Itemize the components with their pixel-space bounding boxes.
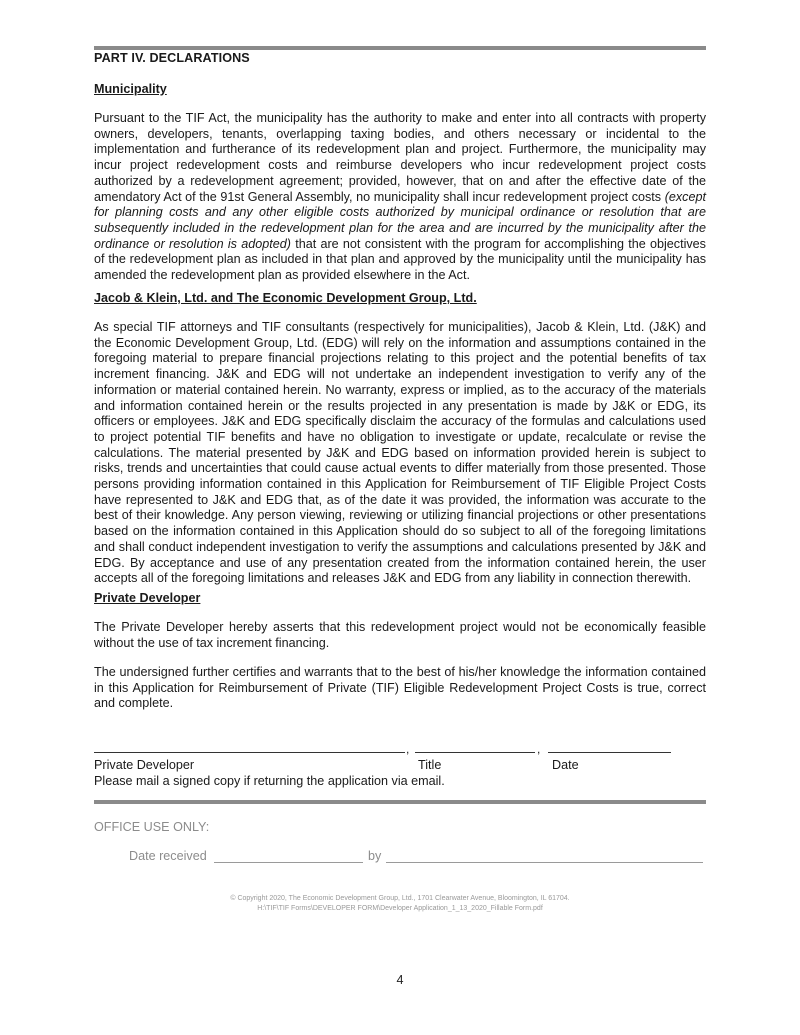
municipality-text-start: Pursuant to the TIF Act, the municipality has the authority to make and enter into all contracts with property owners, developers, tenants, overlapping taxing bodies, and others necessary or incidental to the implementation and furtherance of its redevelopment plan and project. Furthermore, the municipality may incur project redevelopment costs and reimburse developers who incur redevelopment project costs authorized by a redevelopment agreement; provided, however, that on and after the effective date of the amendatory Act of the 91st General Assembly, no municipality shall incur redevelopment project costs <box>94 111 706 204</box>
top-divider <box>94 46 706 50</box>
section-title-municipality: Municipality <box>94 82 167 96</box>
date-signature-field[interactable] <box>548 752 671 753</box>
private-developer-paragraph-1: The Private Developer hereby asserts that this redevelopment project would not be economically feasible without the use of tax increment financing. <box>94 620 706 650</box>
developer-signature-field[interactable] <box>94 752 405 753</box>
municipality-paragraph <box>94 111 706 284</box>
municipality-text-end: that are not consistent with the program for accomplishing the objectives of the redevelopment plan as included in that plan and approved by the municipality until the municipality has amended the redevelopment plan as provided elsewhere in the Act. <box>94 236 706 283</box>
signature-separator: , <box>406 742 410 756</box>
jk-edg-paragraph: As special TIF attorneys and TIF consultants (respectively for municipalities), Jacob & Klein, Ltd. (J&K) and the Economic Development Group, Ltd. (EDG) will rely on the information and assumptions contained in the foregoing material to prepare financial projections relating to this project and the potential benefits of tax increment financing. J&K and EDG will not undertake an independent investigation to verify any of the information or material contained herein. No warranty, express or implied, as to the accuracy of the materials and information contained herein or the results projected in any presentation is made by J&K or EDG, its officers or employees. J&K and EDG specifically disclaim the accuracy of the formulas and calculations used to project potential TIF benefits and have no obligation to investigate or update, recalculate or revise the calculations. The material presented by J&K and EDG based on information provided herein is subject to risks, trends and uncertainties that could cause actual events to differ materially from those presented. Those persons providing information contained in this Application for Reimbursement of TIF Eligible Project Costs have represented to J&K and EDG that, as of the date it was provided, the information was accurate to the best of their knowledge. Any person viewing, reviewing or utilizing financial projections or other presentations based on the information contained in this Application should do so subject to all of the foregoing limitations and shall conduct independent investigation to verify the assumptions and calculations presented by J&K and EDG. By acceptance and use of any presentation created from the information contained herein, the user accepts all of the foregoing limitations and releases J&K and EDG from any liability in connection therewith. <box>94 320 706 586</box>
copyright-notice: © Copyright 2020, The Economic Development Group, Ltd., 1701 Clearwater Avenue, Bloomington, IL 61704. <box>230 895 570 902</box>
footer <box>0 894 800 913</box>
private-developer-paragraph-2: The undersigned further certifies and warrants that to the best of his/her knowledge the information contained in this Application for Reimbursement of Private (TIF) Eligible Redevelopment Project Costs is true, correct and complete. <box>94 665 706 711</box>
mail-note: Please mail a signed copy if returning the application via email. <box>94 774 445 788</box>
file-path: H:\TIF\TIF Forms\DEVELOPER FORM\Developer Application_1_13_2020_Fillable Form.pdf <box>257 904 543 912</box>
signature-separator: , <box>537 742 541 756</box>
title-label: Title <box>418 758 442 772</box>
date-label: Date <box>552 758 579 772</box>
received-by-field[interactable] <box>386 862 703 863</box>
office-use-heading: OFFICE USE ONLY: <box>94 820 210 834</box>
office-divider <box>94 800 706 804</box>
page-number: 4 <box>396 973 404 987</box>
municipality-italic-clause: (except for planning costs and any other eligible costs authorized by municipal ordinance or resolution that are subsequently included in the redevelopment plan for the area and are incurred by the municipality after the ordinance or resolution is adopted) <box>94 189 706 251</box>
date-received-label: Date received <box>129 849 207 863</box>
section-title-jk-edg: Jacob & Klein, Ltd. and The Economic Development Group, Ltd. <box>94 291 477 305</box>
developer-label: Private Developer <box>94 758 195 772</box>
section-title-private-developer: Private Developer <box>94 591 201 605</box>
title-signature-field[interactable] <box>415 752 535 753</box>
date-received-field[interactable] <box>214 862 363 863</box>
received-by-label: by <box>368 849 382 863</box>
part-heading: PART IV. DECLARATIONS <box>94 51 250 65</box>
